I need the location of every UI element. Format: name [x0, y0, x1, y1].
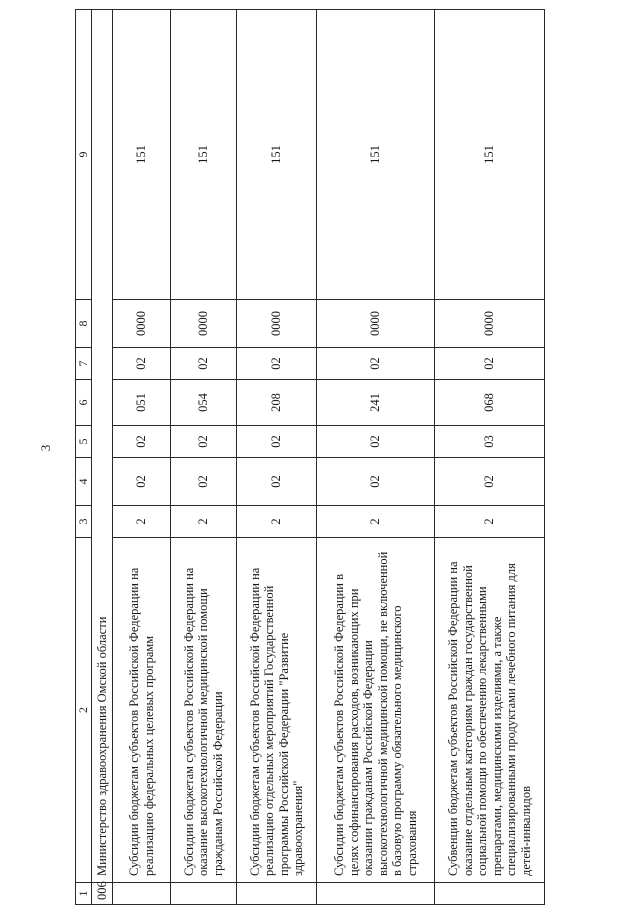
- header-col-4: 4: [76, 458, 92, 506]
- header-col-6: 6: [76, 380, 92, 426]
- row-col-1: [435, 883, 545, 905]
- row-col-6: 054: [171, 380, 237, 426]
- header-col-2: 2: [76, 538, 92, 883]
- row-col-4: 02: [171, 458, 237, 506]
- header-col-5: 5: [76, 426, 92, 458]
- row-col-7: 02: [171, 348, 237, 380]
- row-col-5: 02: [171, 426, 237, 458]
- ministry-name: Министерство здравоохранения Омской области: [92, 10, 113, 883]
- table-row: [317, 10, 435, 905]
- ministry-row: [92, 10, 113, 905]
- row-description: Субсидии бюджетам субъектов Российской Федерации на оказание высокотехнологичной медицинской помощи гражданам Российской Федерации: [171, 538, 237, 883]
- row-col-4: 02: [435, 458, 545, 506]
- row-col-5: 02: [113, 426, 171, 458]
- row-col-1: [113, 883, 171, 905]
- row-col-3: 2: [317, 506, 435, 538]
- row-col-1: [317, 883, 435, 905]
- row-col-9: 151: [317, 10, 435, 300]
- row-col-4: 02: [237, 458, 317, 506]
- table-row: [113, 10, 171, 905]
- row-description: Субсидии бюджетам субъектов Российской Федерации на реализацию отдельных мероприятий Государственной программы Российской Федерации "Развитие здравоохранения": [237, 538, 317, 883]
- table-row: [435, 10, 545, 905]
- row-col-7: 02: [237, 348, 317, 380]
- row-col-6: 068: [435, 380, 545, 426]
- header-col-1: 1: [76, 883, 92, 905]
- row-col-3: 2: [113, 506, 171, 538]
- row-col-8: 0000: [317, 300, 435, 348]
- row-col-1: [171, 883, 237, 905]
- row-description: Субсидии бюджетам субъектов Российской Федерации в целях софинансирования расходов, возникающих при оказании гражданам Российской Федерации высокотехнологичной медицинской помощи, не включенной в базовую программу обязательного медицинского страхования: [317, 538, 435, 883]
- row-col-9: 151: [113, 10, 171, 300]
- row-col-4: 02: [113, 458, 171, 506]
- row-col-9: 151: [435, 10, 545, 300]
- row-description: Субвенции бюджетам субъектов Российской Федерации на оказание отдельным категориям граждан государственной социальной помощи по обеспечению лекарственными препаратами, медицинскими изделиями, а также специализированными продуктами лечебного питания для детей-инвалидов: [435, 538, 545, 883]
- row-col-6: 241: [317, 380, 435, 426]
- row-col-6: 208: [237, 380, 317, 426]
- row-col-7: 02: [435, 348, 545, 380]
- budget-classification-table: [75, 9, 545, 905]
- row-col-8: 0000: [435, 300, 545, 348]
- ministry-code: 006: [92, 883, 113, 905]
- header-col-3: 3: [76, 506, 92, 538]
- row-col-8: 0000: [113, 300, 171, 348]
- header-col-7: 7: [76, 348, 92, 380]
- table-row: [237, 10, 317, 905]
- row-col-5: 02: [317, 426, 435, 458]
- header-col-8: 8: [76, 300, 92, 348]
- row-col-8: 0000: [237, 300, 317, 348]
- row-col-9: 151: [237, 10, 317, 300]
- row-col-6: 051: [113, 380, 171, 426]
- row-col-8: 0000: [171, 300, 237, 348]
- table-header-row: [76, 10, 92, 905]
- row-col-3: 2: [171, 506, 237, 538]
- row-col-7: 02: [317, 348, 435, 380]
- row-col-3: 2: [237, 506, 317, 538]
- row-col-1: [237, 883, 317, 905]
- row-col-7: 02: [113, 348, 171, 380]
- row-col-4: 02: [317, 458, 435, 506]
- row-col-5: 02: [237, 426, 317, 458]
- row-col-3: 2: [435, 506, 545, 538]
- page-number: 3: [38, 444, 53, 452]
- table-row: [171, 10, 237, 905]
- budget-table-sheet: [75, 0, 625, 905]
- row-description: Субсидии бюджетам субъектов Российской Федерации на реализацию федеральных целевых программ: [113, 538, 171, 883]
- header-col-9: 9: [76, 10, 92, 300]
- row-col-5: 03: [435, 426, 545, 458]
- row-col-9: 151: [171, 10, 237, 300]
